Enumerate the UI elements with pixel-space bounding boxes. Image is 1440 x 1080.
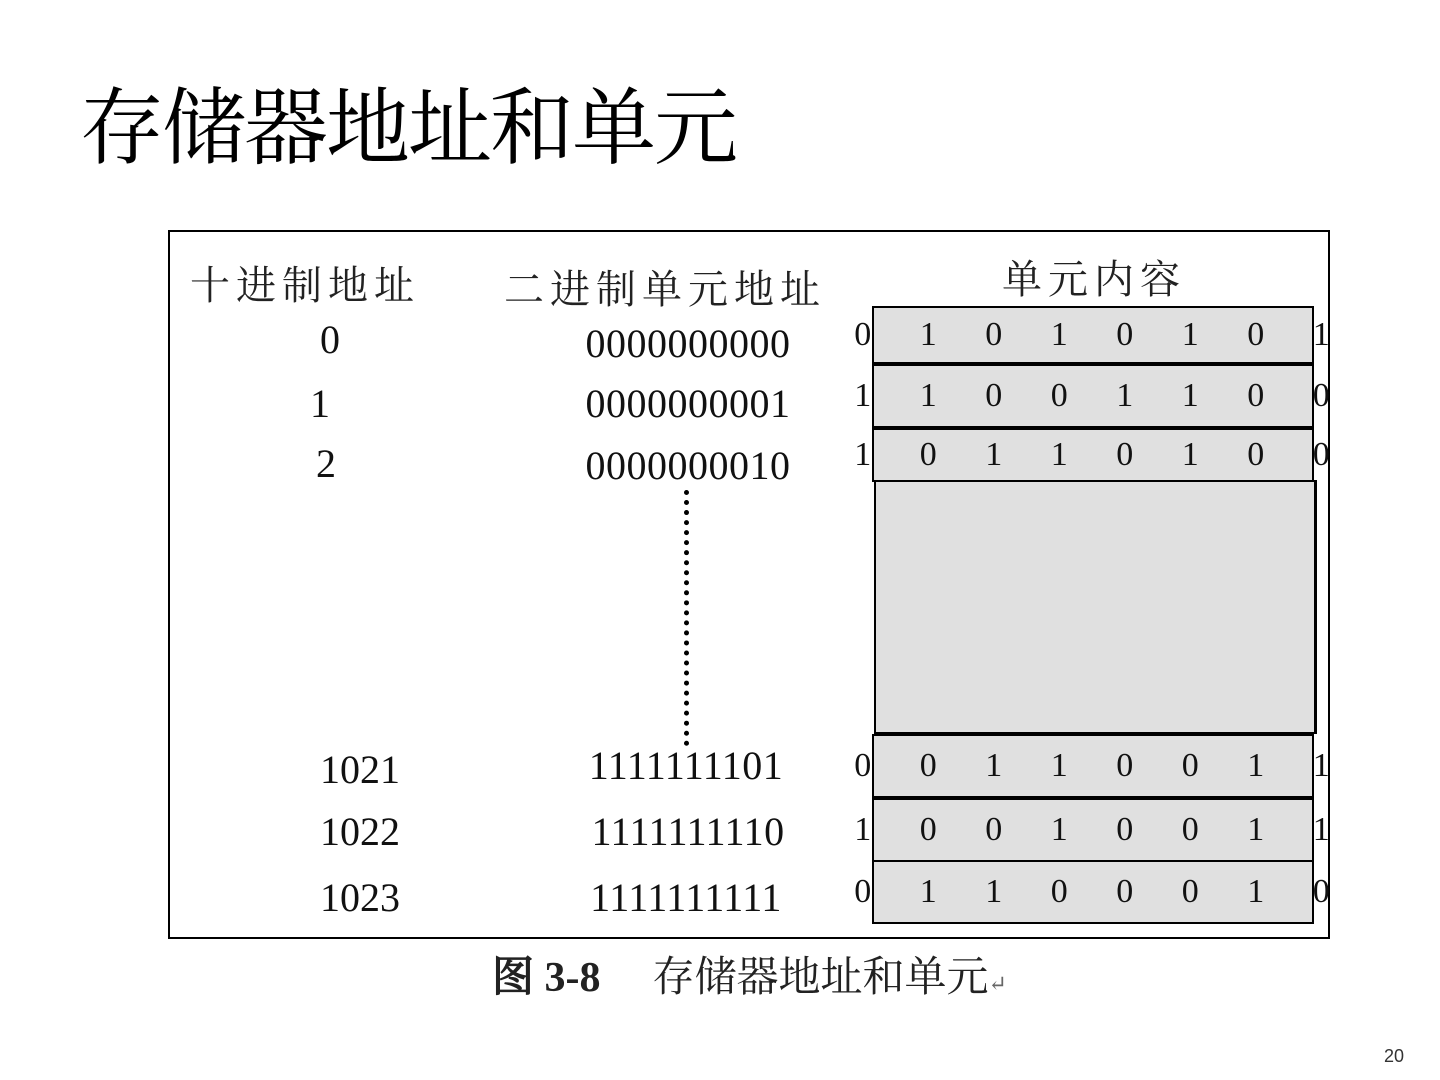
memory-cell: 1 0 1 1 0 1 0 0: [872, 428, 1314, 482]
memory-cell: 1 0 0 1 0 0 1 1: [872, 798, 1314, 862]
decimal-address: 1: [310, 381, 330, 426]
memory-figure: [168, 230, 1350, 939]
return-mark: ↵: [988, 972, 1007, 997]
binary-address: 1111111111: [590, 875, 782, 920]
page-number: 20: [1383, 1046, 1404, 1066]
decimal-address: 0: [320, 317, 340, 362]
binary-address: 0000000010: [585, 443, 791, 488]
header-cell-content: 单元内容: [1002, 257, 1186, 303]
binary-address: 1111111110: [591, 809, 785, 854]
slide-title: 存储器地址和单元: [80, 79, 737, 177]
header-decimal-address: 十进制地址: [190, 263, 420, 309]
binary-address: 0000000000: [585, 321, 791, 366]
omitted-cells-block: [874, 480, 1317, 734]
ellipsis-dots: [684, 490, 689, 746]
header-binary-address: 二进制单元地址: [504, 267, 826, 313]
memory-cell: 0 1 0 1 0 1 0 1: [872, 306, 1314, 364]
decimal-address: 2: [316, 441, 336, 486]
figure-caption: [492, 944, 1007, 1004]
memory-cell: 0 0 1 1 0 0 1 1: [872, 734, 1314, 798]
binary-address: 0000000001: [585, 381, 791, 426]
binary-address: 1111111101: [588, 743, 784, 788]
decimal-address: 1021: [320, 747, 400, 792]
decimal-address: 1022: [320, 809, 400, 854]
memory-cell: 0 1 1 0 0 0 1 0: [872, 860, 1314, 924]
caption-text: 存储器地址和单元: [652, 952, 989, 1001]
decimal-address: 1023: [320, 875, 400, 920]
figure-number: 图 3-8: [492, 955, 601, 1001]
memory-cell: 1 1 0 0 1 1 0 0: [872, 364, 1314, 428]
